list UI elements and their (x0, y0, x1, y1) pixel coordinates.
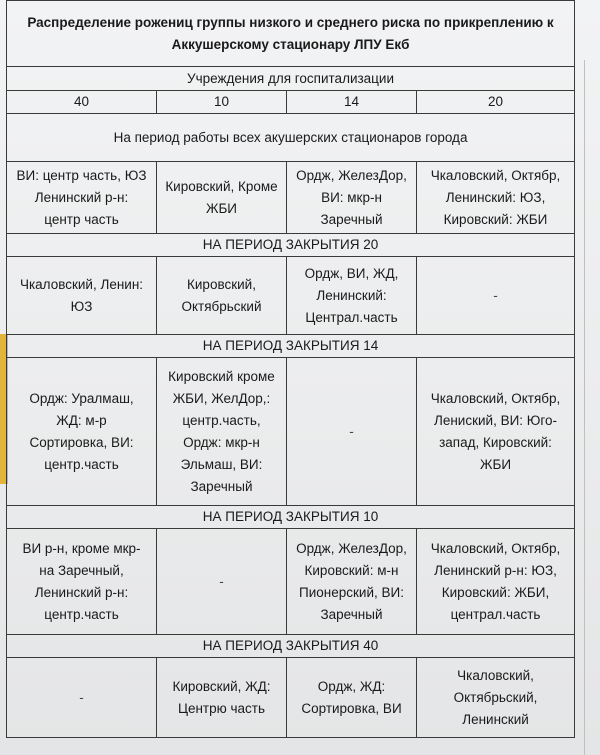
cell-line: Кировский кроме (168, 368, 275, 384)
cell-line: ЖД: м-р (56, 412, 107, 428)
cell-line: Ордж: мкр-н (183, 434, 260, 450)
cell-all-period-40 (7, 162, 157, 234)
cell-line: Кировский, (187, 276, 256, 292)
cell-line: Ордж, ВИ, ЖД, (304, 265, 399, 281)
closure-40-label: НА ПЕРИОД ЗАКРЫТИЯ 40 (7, 635, 575, 658)
column-header-10: 10 (157, 91, 287, 114)
cell-all-period-14 (287, 162, 417, 234)
cell-line: централ.часть (450, 606, 541, 622)
cell-closure-20-40 (7, 257, 157, 335)
cell-line: центр.часть, (182, 412, 261, 428)
closure-10-label: НА ПЕРИОД ЗАКРЫТИЯ 10 (7, 506, 575, 529)
cell-line: ВИ р-н, кроме мкр- (22, 540, 141, 556)
cell-closure-10-40 (7, 529, 157, 635)
cell-line: Ленинский: (316, 287, 387, 303)
cell-closure-40-20 (417, 658, 575, 738)
cell-line: Ордж, ЖелезДор, (296, 540, 407, 556)
title-line-2: Аккушерскому стационару ЛПУ Екб (171, 36, 410, 52)
cell-closure-14-40 (7, 358, 157, 506)
table-row-closure-40 (7, 658, 575, 738)
cell-line: Центрю часть (177, 700, 266, 716)
table-row-closure-14 (7, 358, 575, 506)
cell-line: Централ.часть (305, 309, 398, 325)
cell-line: центр часть (44, 211, 119, 227)
all-period-label: На период работы всех акушерских стационаров города (7, 114, 575, 162)
cell-line: - (349, 423, 354, 439)
cell-closure-14-20 (417, 358, 575, 506)
cell-line: Октябрьский (181, 298, 262, 314)
cell-closure-10-14 (287, 529, 417, 635)
cell-line: Заречный (190, 478, 253, 494)
cell-closure-20-10 (157, 257, 287, 335)
cell-all-period-10 (157, 162, 287, 234)
cell-closure-10-20 (417, 529, 575, 635)
table-row-all-period (7, 162, 575, 234)
column-header-40: 40 (7, 91, 157, 114)
cell-closure-40-10 (157, 658, 287, 738)
cell-closure-40-40 (7, 658, 157, 738)
cell-line: Эльмаш, ВИ: (180, 456, 263, 472)
cell-line: Чкаловский, (457, 667, 534, 683)
cell-closure-14-10 (157, 358, 287, 506)
cell-line: Ленинский р-н: (34, 584, 129, 600)
cell-line: - (493, 287, 498, 303)
table-row-closure-20 (7, 257, 575, 335)
cell-line: Кировский: ЖБИ, (441, 584, 550, 600)
cell-line: - (79, 689, 84, 705)
cell-line: Сортировка, ВИ: (29, 434, 134, 450)
column-header-20: 20 (417, 91, 575, 114)
cell-line: - (219, 573, 224, 589)
column-header-14: 14 (287, 91, 417, 114)
cell-line: Заречный (320, 606, 383, 622)
cell-line: Лениский, ВИ: Юго- (433, 412, 558, 428)
cell-line: Заречный (320, 211, 383, 227)
cell-closure-40-14 (287, 658, 417, 738)
cell-line: Ленинский: ЮЗ, (445, 189, 546, 205)
cell-line: Ленинский р-н: (34, 189, 129, 205)
cell-line: Чкаловский, Октябр, (430, 390, 561, 406)
cell-line: Кировский: м-н (304, 562, 399, 578)
cell-line: Кировский: ЖБИ (443, 211, 548, 227)
cell-line: запад, Кировский: (439, 434, 552, 450)
distribution-table (6, 0, 575, 738)
cell-line: Чкаловский, Ленин: (19, 276, 144, 292)
cell-line: Чкаловский, Октябр, (430, 540, 561, 556)
cell-line: Ордж: Уралмаш, (29, 390, 134, 406)
cell-line: Октябрьский, (453, 689, 538, 705)
cell-closure-20-20 (417, 257, 575, 335)
sheet-right-rule (584, 60, 585, 755)
closure-20-label: НА ПЕРИОД ЗАКРЫТИЯ 20 (7, 234, 575, 257)
cell-line: центр.часть (44, 456, 119, 472)
cell-line: ЖБИ (205, 200, 238, 216)
cell-line: Ордж, ЖД: (317, 678, 386, 694)
cell-closure-14-14 (287, 358, 417, 506)
table-row-closure-10 (7, 529, 575, 635)
cell-line: Ленинский (462, 711, 529, 727)
cell-line: ВИ: центр часть, ЮЗ (16, 167, 147, 183)
cell-line: Кировский, Кроме (165, 178, 278, 194)
cell-closure-10-10 (157, 529, 287, 635)
cell-closure-20-14 (287, 257, 417, 335)
cell-line: центр.часть (44, 606, 119, 622)
cell-line: Ленинский р-н: ЮЗ, (434, 562, 557, 578)
cell-line: ВИ: мкр-н (321, 189, 382, 205)
title-line-1: Распределение рожениц группы низкого и среднего риска по прикреплению к (27, 14, 554, 30)
closure-14-label: НА ПЕРИОД ЗАКРЫТИЯ 14 (7, 335, 575, 358)
cell-line: ЖБИ (480, 456, 512, 472)
institutions-header: Учреждения для госпитализации (7, 67, 575, 91)
table-title (7, 1, 575, 67)
cell-line: Чкаловский, Октябр, (430, 167, 561, 183)
cell-line: Кировский, ЖД: (172, 678, 271, 694)
cell-line: на Заречный, (39, 562, 124, 578)
cell-line: Ордж, ЖелезДор, (296, 167, 407, 183)
cell-line: Пионерский, ВИ: (299, 584, 404, 600)
cell-line: Сортировка, ВИ (301, 700, 402, 716)
cell-line: ЖБИ, ЖелДор,: (172, 390, 271, 406)
cell-line: ЮЗ (70, 298, 93, 314)
cell-all-period-20 (417, 162, 575, 234)
